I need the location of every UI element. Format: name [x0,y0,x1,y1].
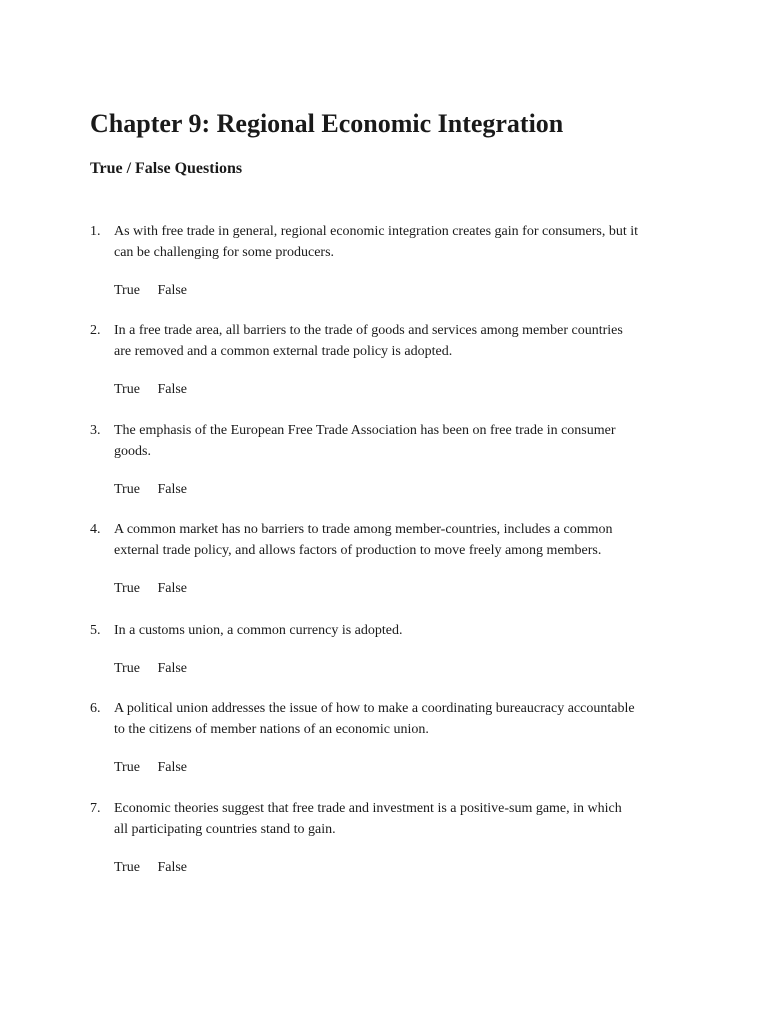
question-text-line: A common market has no barriers to trade among member-countries, includes a common [114,522,613,537]
question-text [114,420,690,462]
true-option[interactable]: True [114,283,140,298]
question-1 [90,221,690,300]
question-text-line: The emphasis of the European Free Trade Association has been on free trade in consumer [114,423,616,438]
question-text-line: external trade policy, and allows factors of production to move freely among members. [114,543,602,558]
question-6 [90,698,690,777]
question-number: 4. [90,522,101,537]
false-option[interactable]: False [157,283,187,298]
question-text-line: are removed and a common external trade policy is adopted. [114,344,453,359]
false-option[interactable]: False [157,382,187,397]
question-text-line: In a free trade area, all barriers to the trade of goods and services among member countries [114,323,623,338]
question-text [114,320,690,362]
true-option[interactable]: True [114,760,140,775]
question-number: 6. [90,701,101,716]
question-text-line: all participating countries stand to gain. [114,822,336,837]
false-option[interactable]: False [157,661,187,676]
true-false-options [114,759,690,777]
question-number: 5. [90,623,101,638]
false-option[interactable]: False [157,482,187,497]
true-option[interactable]: True [114,482,140,497]
question-3 [90,420,690,499]
false-option[interactable]: False [157,760,187,775]
question-number: 2. [90,323,101,338]
question-text [114,798,690,840]
true-false-options [114,381,690,399]
question-text-line: to the citizens of member nations of an economic union. [114,722,429,737]
question-number: 1. [90,224,101,239]
question-5 [90,620,690,678]
true-false-options [114,660,690,678]
false-option[interactable]: False [157,581,187,596]
question-number: 3. [90,423,101,438]
true-option[interactable]: True [114,661,140,676]
true-option[interactable]: True [114,581,140,596]
question-text-line: A political union addresses the issue of how to make a coordinating bureaucracy accountable [114,701,635,716]
question-text-line: goods. [114,444,151,459]
true-false-options [114,282,690,300]
chapter-title: Chapter 9: Regional Economic Integration [90,109,564,138]
false-option[interactable]: False [157,860,187,875]
question-text-line: In a customs union, a common currency is adopted. [114,623,403,638]
question-text [114,620,690,641]
true-option[interactable]: True [114,382,140,397]
section-title: True / False Questions [90,160,243,177]
question-number: 7. [90,801,101,816]
question-text-line: can be challenging for some producers. [114,245,335,260]
question-4 [90,519,690,598]
true-false-options [114,481,690,499]
question-text [114,519,690,561]
question-7 [90,798,690,877]
true-false-options [114,859,690,877]
question-text-line: Economic theories suggest that free trade and investment is a positive-sum game, in which [114,801,622,816]
question-text [114,221,690,263]
question-2 [90,320,690,399]
true-option[interactable]: True [114,860,140,875]
question-text-line: As with free trade in general, regional economic integration creates gain for consumers, but it [114,224,639,239]
question-text [114,698,690,740]
true-false-options [114,580,690,598]
